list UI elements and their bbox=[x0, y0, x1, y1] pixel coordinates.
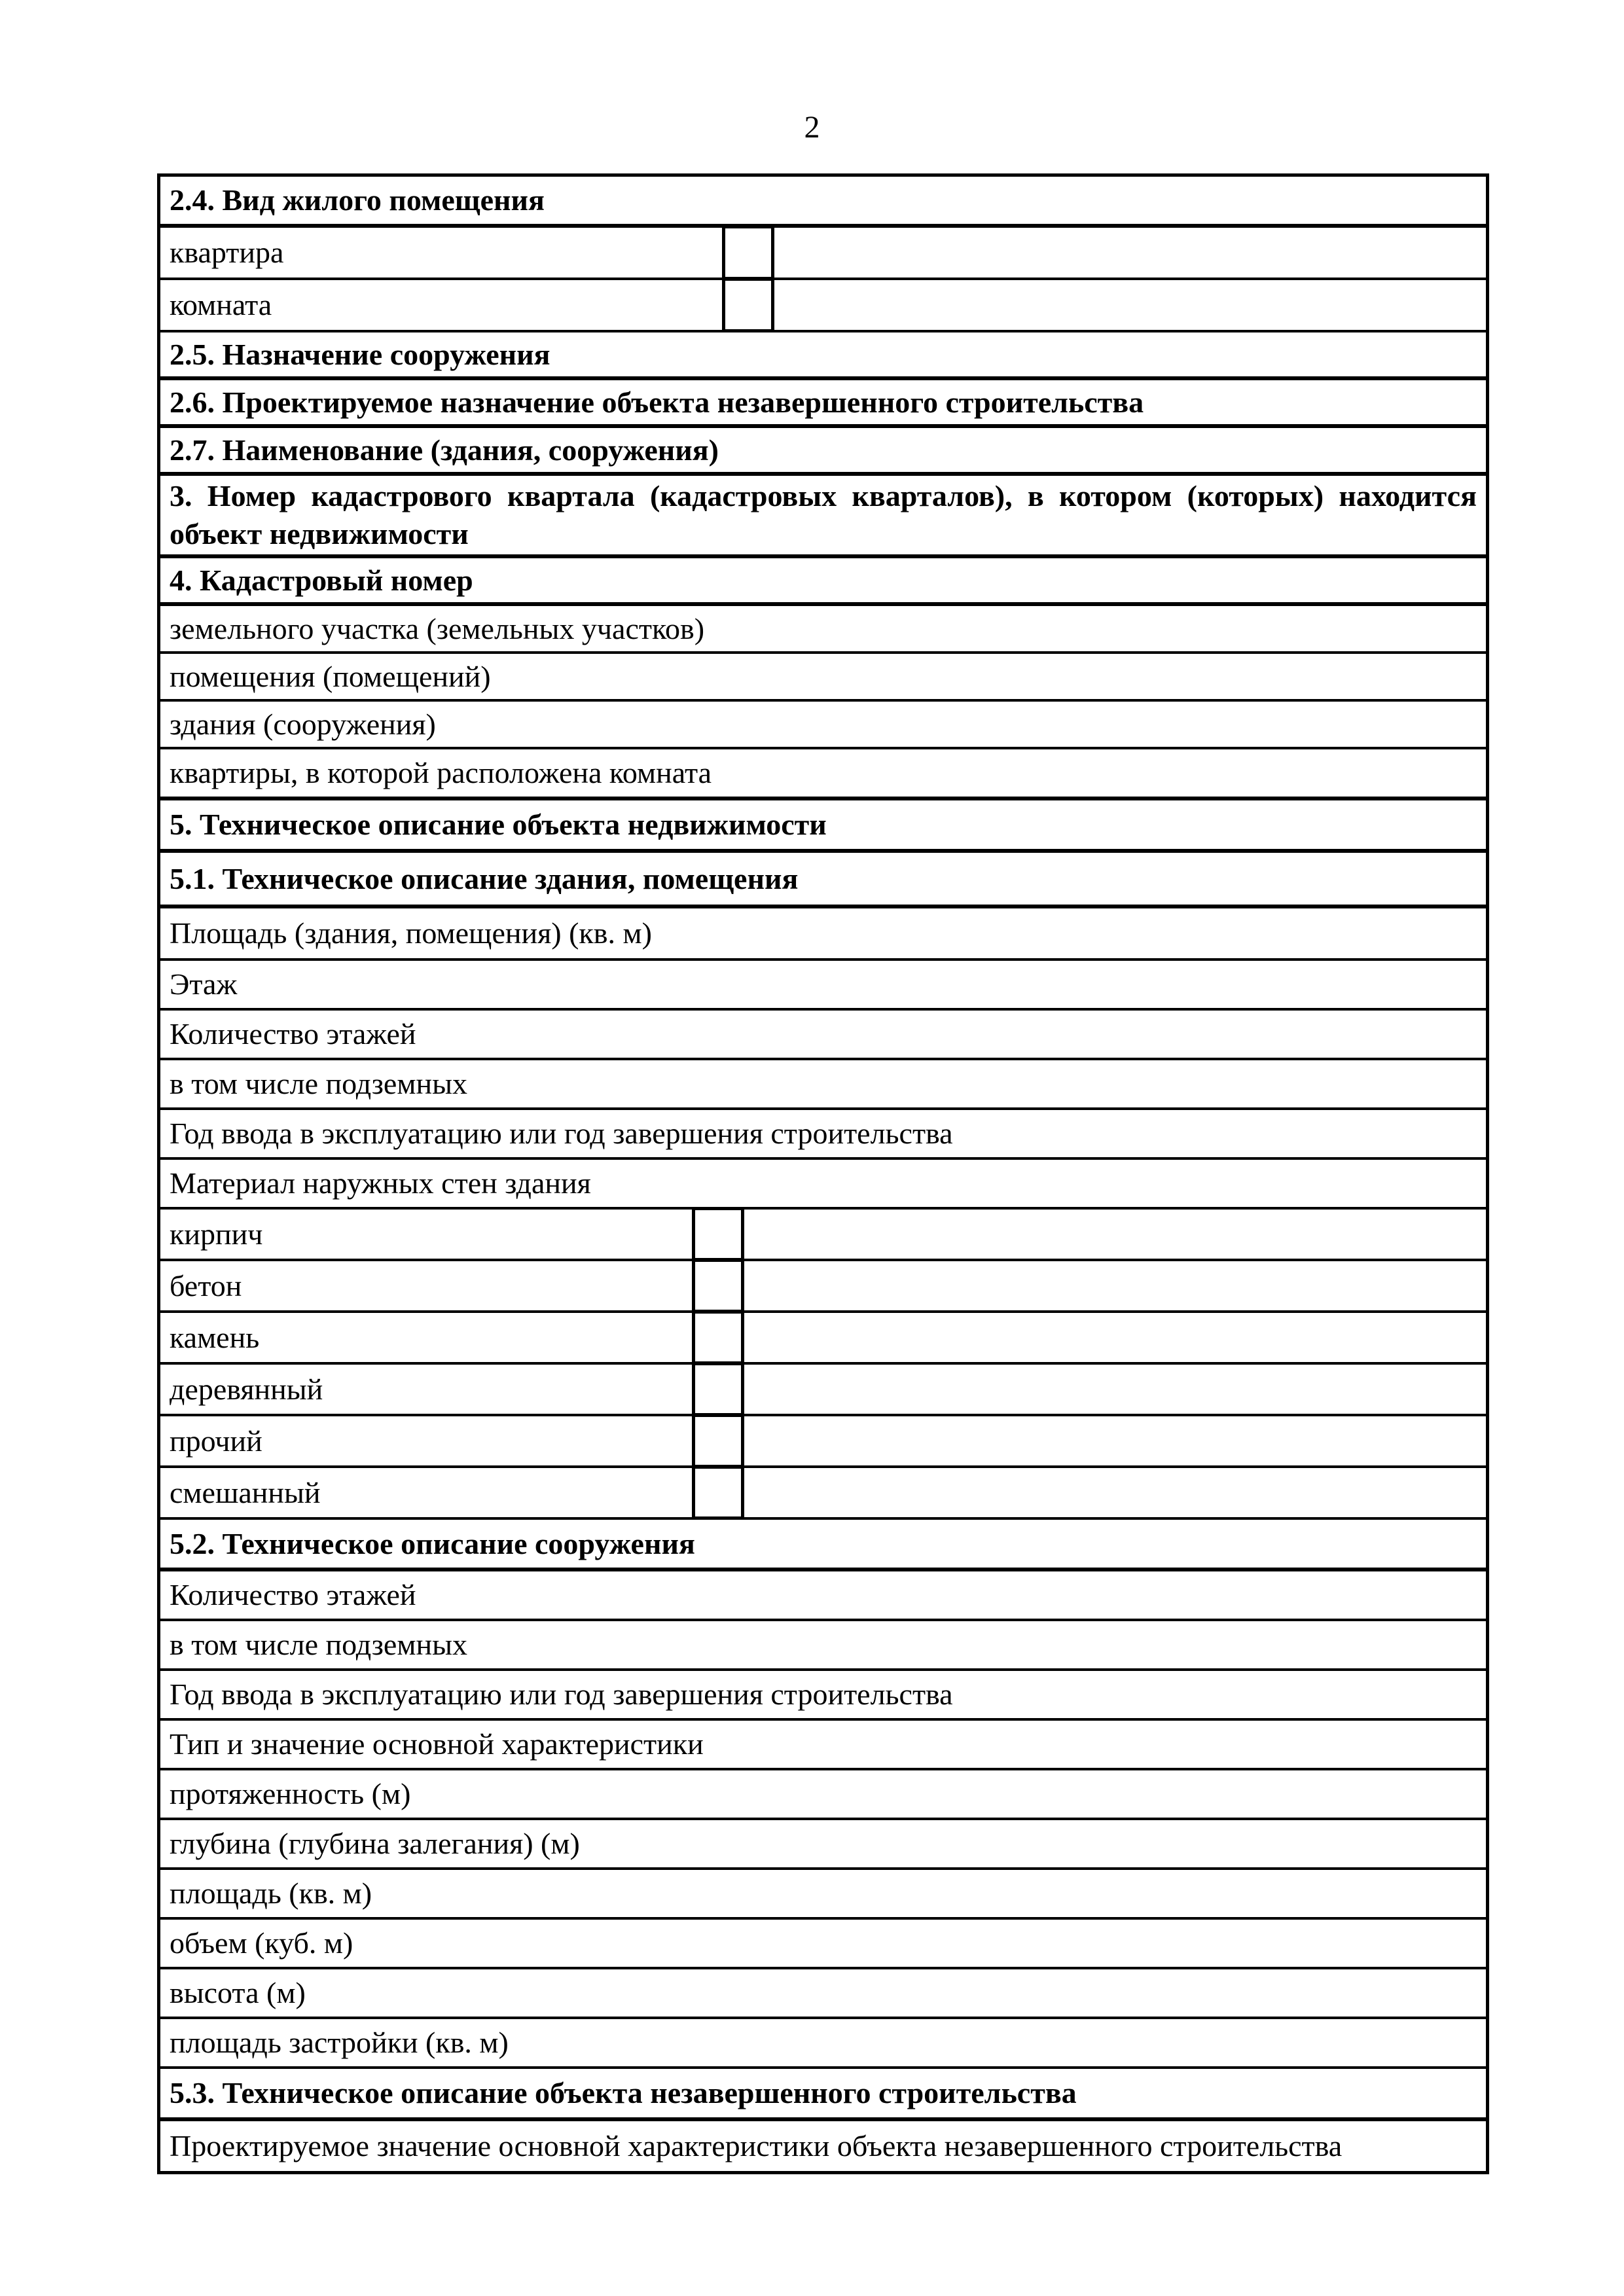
row-label: бетон bbox=[170, 1268, 242, 1302]
section-5-1-heading bbox=[160, 853, 1486, 908]
field-row bbox=[160, 2121, 1486, 2171]
field-row bbox=[160, 1671, 1486, 1721]
section-5-3-heading bbox=[160, 2069, 1486, 2121]
stone-checkbox[interactable] bbox=[692, 1310, 744, 1365]
row-label: 2.4. Вид жилого помещения bbox=[170, 183, 545, 217]
section-2-7-heading bbox=[160, 428, 1486, 476]
row-label: 2.7. Наименование (здания, сооружения) bbox=[170, 433, 719, 467]
page-number: 2 bbox=[804, 110, 820, 145]
row-label: 5.1. Техническое описание здания, помещения bbox=[170, 861, 799, 895]
room-checkbox[interactable] bbox=[722, 278, 774, 332]
row-label: прочий bbox=[170, 1424, 262, 1458]
row-label: деревянный bbox=[170, 1372, 323, 1406]
row-label: площадь застройки (кв. м) bbox=[170, 2026, 509, 2059]
field-row bbox=[160, 749, 1486, 800]
section-3-heading bbox=[160, 476, 1486, 558]
field-row bbox=[160, 1770, 1486, 1820]
option-row-brick bbox=[160, 1210, 1486, 1261]
option-row-stone bbox=[160, 1313, 1486, 1365]
field-row bbox=[160, 1621, 1486, 1671]
row-label: Тип и значение основной характеристики bbox=[170, 1727, 704, 1761]
field-row bbox=[160, 1870, 1486, 1920]
option-row-wooden bbox=[160, 1365, 1486, 1416]
row-label: Материал наружных стен здания bbox=[170, 1166, 591, 1200]
row-label: комната bbox=[170, 288, 272, 321]
row-label: 2.6. Проектируемое назначение объекта незавершенного строительства bbox=[170, 385, 1144, 419]
row-label: здания (сооружения) bbox=[170, 707, 436, 741]
row-label: Количество этажей bbox=[170, 1017, 416, 1050]
field-row bbox=[160, 1011, 1486, 1060]
mixed-checkbox[interactable] bbox=[692, 1465, 744, 1520]
row-label: Количество этажей bbox=[170, 1578, 416, 1611]
option-row-mixed bbox=[160, 1468, 1486, 1520]
option-row-apartment bbox=[160, 228, 1486, 280]
field-row bbox=[160, 1060, 1486, 1110]
row-label: в том числе подземных bbox=[170, 1067, 467, 1100]
row-label: площадь (кв. м) bbox=[170, 1876, 372, 1910]
cadastral-form-table bbox=[157, 173, 1489, 2174]
row-label: 4. Кадастровый номер bbox=[170, 563, 473, 597]
row-label: кирпич bbox=[170, 1217, 263, 1251]
row-label: смешанный bbox=[170, 1475, 321, 1509]
row-label: объем (куб. м) bbox=[170, 1926, 353, 1960]
row-label: квартира bbox=[170, 236, 284, 269]
field-row bbox=[160, 1920, 1486, 1969]
section-5-heading bbox=[160, 800, 1486, 853]
row-label: протяженность (м) bbox=[170, 1777, 411, 1810]
other-checkbox[interactable] bbox=[692, 1414, 744, 1468]
row-label: камень bbox=[170, 1320, 260, 1354]
row-label: 3. Номер кадастрового квартала (кадастровых кварталов), в котором (которых) находится объект недвижимости bbox=[170, 479, 1477, 550]
field-row bbox=[160, 1721, 1486, 1770]
field-row bbox=[160, 961, 1486, 1011]
concrete-checkbox[interactable] bbox=[692, 1259, 744, 1313]
option-row-concrete bbox=[160, 1261, 1486, 1313]
field-row bbox=[160, 1110, 1486, 1160]
brick-checkbox[interactable] bbox=[692, 1207, 744, 1261]
row-label: помещения (помещений) bbox=[170, 659, 491, 693]
row-label: Проектируемое значение основной характеристики объекта незавершенного строительства bbox=[170, 2129, 1343, 2162]
field-row bbox=[160, 1160, 1486, 1210]
row-label: Год ввода в эксплуатацию или год завершения строительства bbox=[170, 1677, 953, 1711]
row-label: 5. Техническое описание объекта недвижимости bbox=[170, 808, 827, 841]
wooden-checkbox[interactable] bbox=[692, 1362, 744, 1416]
field-row bbox=[160, 2019, 1486, 2069]
field-row bbox=[160, 1571, 1486, 1621]
section-2-5-heading bbox=[160, 332, 1486, 380]
field-row bbox=[160, 606, 1486, 654]
row-label: высота (м) bbox=[170, 1976, 306, 2009]
section-2-4-heading bbox=[160, 177, 1486, 228]
row-label: глубина (глубина залегания) (м) bbox=[170, 1827, 580, 1860]
row-label: земельного участка (земельных участков) bbox=[170, 611, 705, 645]
field-row bbox=[160, 1820, 1486, 1870]
row-label: квартиры, в которой расположена комната bbox=[170, 756, 712, 789]
field-row bbox=[160, 1969, 1486, 2019]
apartment-checkbox[interactable] bbox=[722, 225, 774, 280]
field-row bbox=[160, 908, 1486, 961]
option-row-other bbox=[160, 1416, 1486, 1468]
field-row bbox=[160, 654, 1486, 702]
row-label: 5.3. Техническое описание объекта незавершенного строительства bbox=[170, 2076, 1077, 2109]
row-label: Площадь (здания, помещения) (кв. м) bbox=[170, 916, 652, 950]
row-label: Год ввода в эксплуатацию или год завершения строительства bbox=[170, 1117, 953, 1150]
section-4-heading bbox=[160, 558, 1486, 606]
row-label: 5.2. Техническое описание сооружения bbox=[170, 1526, 695, 1560]
option-row-room bbox=[160, 280, 1486, 332]
field-row bbox=[160, 702, 1486, 749]
row-label: Этаж bbox=[170, 967, 238, 1001]
row-label: в том числе подземных bbox=[170, 1628, 467, 1661]
section-2-6-heading bbox=[160, 380, 1486, 428]
row-label: 2.5. Назначение сооружения bbox=[170, 337, 550, 371]
section-5-2-heading bbox=[160, 1520, 1486, 1571]
